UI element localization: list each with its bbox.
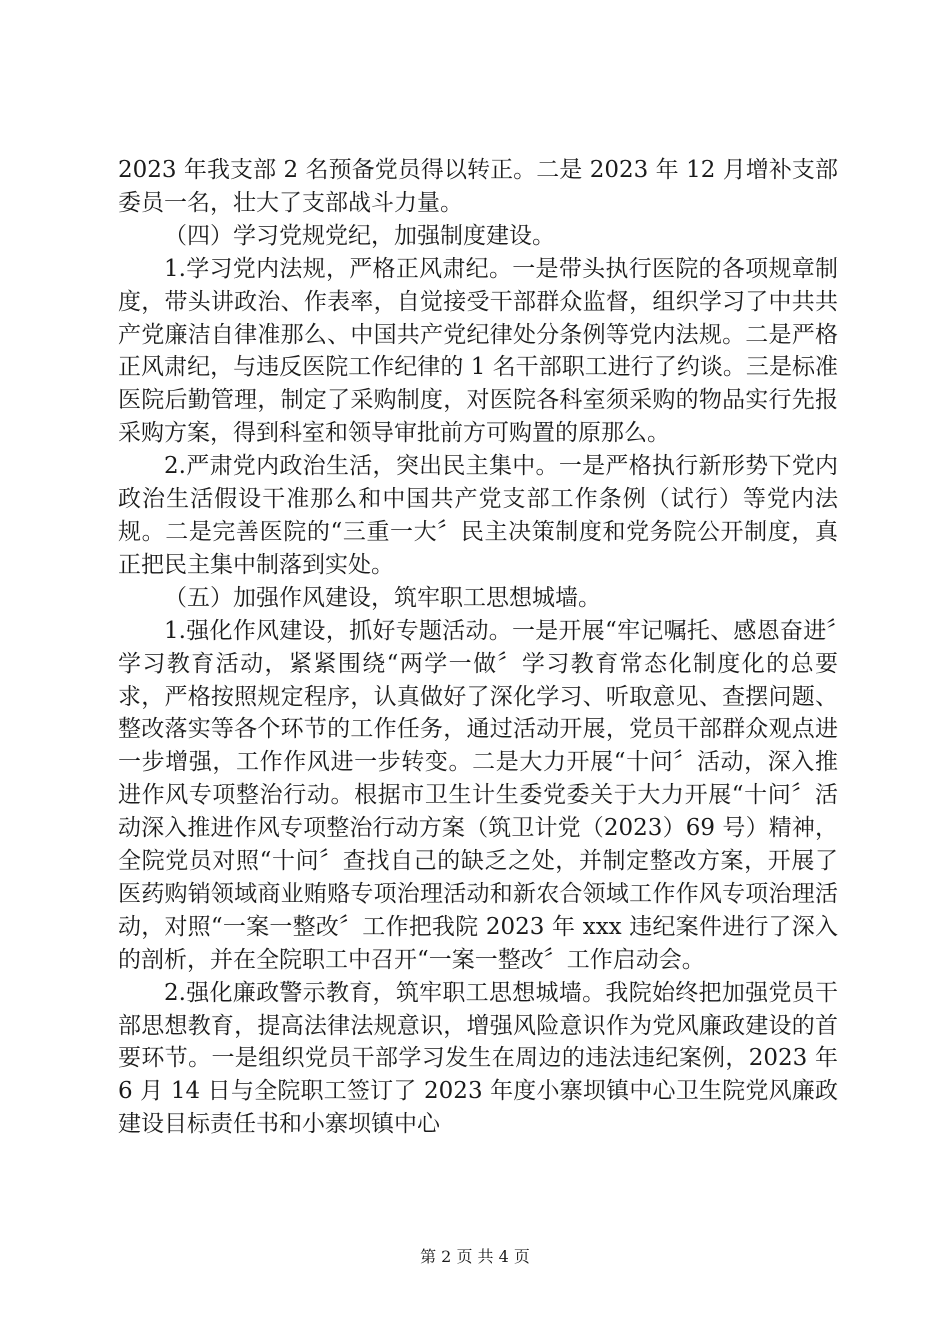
section-heading-4: （四）学习党规党纪，加强制度建设。 [164,222,555,249]
paragraph-5-1: 1.强化作风建设，抓好专题活动。一是开展“牢记嘱托、感恩奋进〞学习教育活动，紧紧围绕“两学一做〞学习教育常态化制度化的总要求，严格按照规定程序，认真做好了深化学习、听取意见、查摆问题、整改落实等各个环节的工作任务，通过活动开展，党员干部群众观点进一步增强，工作作风进一步转变。二是大力开展“十问〞活动，深入推进作风专项整治行动。根据市卫生计生委党委关于大力开展“十问〞活动深入推进作风专项整治行动方案（筑卫计党（2023）69 号）精神，全院党员对照“十问〞查找自己的缺乏之处，并制定整改方案，开展了医药购销领域商业贿赂专项治理活动和新农合领域工作作风专项治理活动，对照“一案一整改〞工作把我院 2023 年 xxx 违纪案件进行了深入的剖析，并在全院职工中召开“一案一整改〞工作启动会。 [118,617,838,973]
page-number-label: 第 2 页 共 4 页 [420,1247,530,1266]
paragraph-4-2: 2.严肃党内政治生活，突出民主集中。一是严格执行新形势下党内政治生活假设干准那么和中国共产党支部工作条例（试行）等党内法规。二是完善医院的“三重一大〞民主决策制度和党务院公开制度，真正把民主集中制落到实处。 [118,453,838,578]
page-footer [0,1244,950,1267]
paragraph-continuation: 2023 年我支部 2 名预备党员得以转正。二是 2023 年 12 月增补支部委员一名，壮大了支部战斗力量。 [118,157,838,216]
paragraph-5-2: 2.强化廉政警示教育，筑牢职工思想城墙。我院始终把加强党员干部思想教育，提高法律法规意识，增强风险意识作为党风廉政建设的首要环节。一是组织党员干部学习发生在周边的违法违纪案例，2023 年 6 月 14 日与全院职工签订了 2023 年度小寨坝镇中心卫生院党风廉政建设目标责任书和小寨坝镇中心 [118,979,838,1138]
paragraph-4-1: 1.学习党内法规，严格正风肃纪。一是带头执行医院的各项规章制度，带头讲政治、作表率，自觉接受干部群众监督，组织学习了中共共产党廉洁自律准那么、中国共产党纪律处分条例等党内法规。二是严格正风肃纪，与违反医院工作纪律的 1 名干部职工进行了约谈。三是标准医院后勤管理，制定了采购制度，对医院各科室须采购的物品实行先报采购方案，得到科室和领导审批前方可购置的原那么。 [118,255,838,447]
document-body [118,154,838,1141]
section-heading-5: （五）加强作风建设，筑牢职工思想城墙。 [164,584,601,611]
